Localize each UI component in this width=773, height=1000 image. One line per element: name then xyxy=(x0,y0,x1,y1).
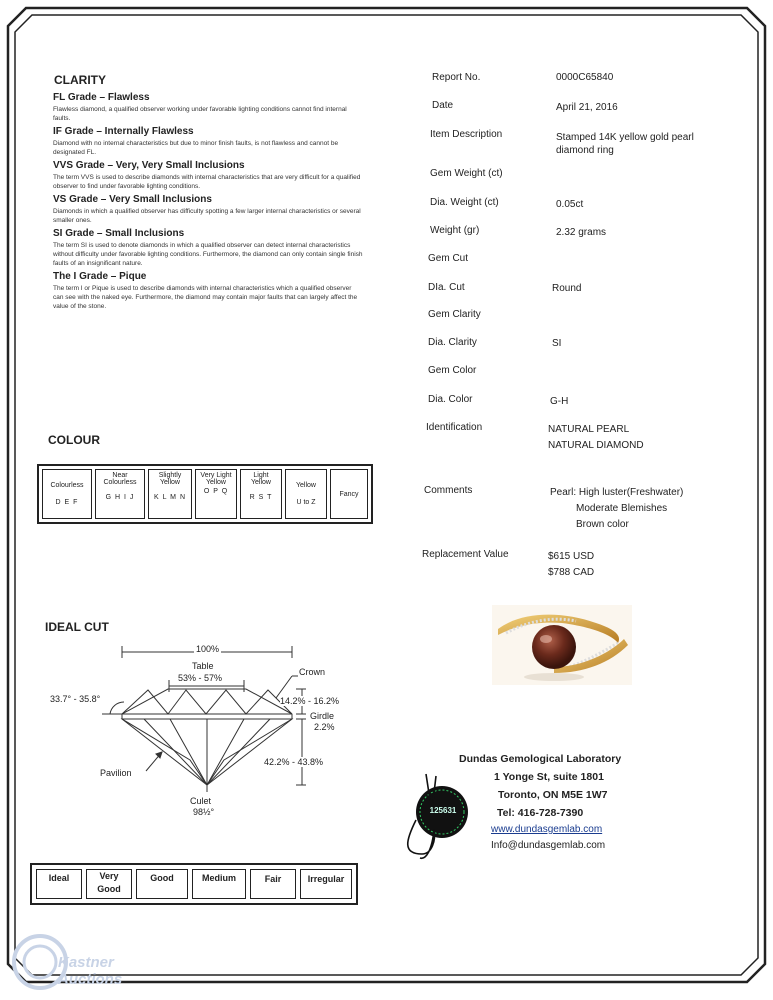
crown-height-label: 14.2% - 16.2% xyxy=(280,696,340,706)
lab-seal xyxy=(396,770,486,865)
clarity-grade-if xyxy=(53,126,363,157)
cut-grade-cell: Medium xyxy=(192,869,246,899)
grade-description: Diamond with no internal characteristics but due to minor finish faults, is not flawless and cannot be designated FL. xyxy=(53,140,339,156)
colour-cell xyxy=(95,469,145,519)
ideal-cut-heading: IDEAL CUT xyxy=(45,620,109,634)
lab-address-2: Toronto, ON M5E 1W7 xyxy=(498,789,608,801)
comments-line-1: Pearl: High luster(Freshwater) xyxy=(550,487,684,498)
item-description-value: Stamped 14K yellow gold pearl diamond ring xyxy=(556,132,694,156)
dia-color-label: Dia. Color xyxy=(428,394,473,405)
colour-cell-name: Fancy xyxy=(339,490,359,498)
dia-weight-value: 0.05ct xyxy=(556,199,584,210)
gem-color-label: Gem Color xyxy=(428,365,477,376)
clarity-grade-fl xyxy=(53,92,363,123)
colour-cell-letters: G H I J xyxy=(105,494,135,501)
girdle-label: Girdle xyxy=(310,711,335,721)
identification-value-2: NATURAL DIAMOND xyxy=(548,440,644,451)
lab-address-1: 1 Yonge St, suite 1801 xyxy=(494,771,604,783)
gem-cut-label: Gem Cut xyxy=(428,253,469,264)
grade-description: The term VVS is used to describe diamonds with internal characteristics that are very difficult for a qualified observer to find under favorable lighting conditions. xyxy=(53,174,361,190)
colour-cell xyxy=(285,469,327,519)
grade-title: VS Grade – Very Small Inclusions xyxy=(53,194,212,205)
grade-title: VVS Grade – Very, Very Small Inclusions xyxy=(53,160,245,171)
colour-cell-name: Slightly Yellow xyxy=(158,472,182,486)
report-no-label: Report No. xyxy=(432,72,481,83)
clarity-grade-i xyxy=(53,271,363,311)
colour-cell-name: Light Yellow xyxy=(251,472,271,486)
colour-cell-name: Near Colourless xyxy=(103,472,137,486)
dia-cut-value: Round xyxy=(552,283,582,294)
colour-cell-letters: U to Z xyxy=(296,499,316,506)
diamond-diagram xyxy=(40,640,370,830)
table-range-label: 53% - 57% xyxy=(178,673,223,683)
colour-cell xyxy=(240,469,282,519)
colour-cell-name: Yellow xyxy=(296,482,316,489)
clarity-grade-list xyxy=(53,92,363,314)
lab-email[interactable]: Info@dundasgemlab.com xyxy=(491,840,606,851)
auction-watermark xyxy=(8,932,128,992)
grade-description: Flawless diamond, a qualified observer working under favorable lighting conditions cannot find internal faults. xyxy=(53,106,347,122)
culet-value: 98½° xyxy=(193,807,215,817)
clarity-grade-vvs xyxy=(53,160,363,191)
grade-title: The I Grade – Pique xyxy=(53,271,147,282)
weight-gr-value: 2.32 grams xyxy=(556,227,607,238)
colour-cell xyxy=(330,469,368,519)
total-width-label: 100% xyxy=(196,644,220,654)
replacement-value-label: Replacement Value xyxy=(422,549,509,560)
dia-clarity-value: SI xyxy=(552,338,562,349)
crown-angle-label: 33.7° - 35.8° xyxy=(50,694,101,704)
seal-number: 125631 xyxy=(429,806,457,815)
watermark-brand: Kastner Auctions xyxy=(58,954,123,988)
gem-clarity-label: Gem Clarity xyxy=(428,309,481,320)
dia-cut-label: DIa. Cut xyxy=(428,282,465,293)
cut-grade-cell: Good xyxy=(136,869,188,899)
cut-grade-cell: Irregular xyxy=(300,869,352,899)
colour-cell-letters: O P Q xyxy=(203,488,229,495)
comments-line-2: Moderate Blemishes xyxy=(576,503,668,514)
pavilion-label: Pavilion xyxy=(100,768,132,778)
colour-cell-letters: R S T xyxy=(249,494,273,501)
grade-title: FL Grade – Flawless xyxy=(53,92,150,103)
clarity-grade-vs xyxy=(53,194,363,225)
date-value: April 21, 2016 xyxy=(556,102,618,113)
dia-color-value: G-H xyxy=(550,396,569,407)
colour-cell xyxy=(195,469,237,519)
dia-weight-label: Dia. Weight (ct) xyxy=(430,197,499,208)
comments-label: Comments xyxy=(424,485,473,496)
colour-cell xyxy=(42,469,92,519)
report-no-value: 0000C65840 xyxy=(556,72,614,83)
cut-grade-scale xyxy=(30,863,358,905)
lab-name: Dundas Gemological Laboratory xyxy=(459,753,622,765)
colour-cell-letters: K L M N xyxy=(153,494,187,501)
item-description-label: Item Description xyxy=(430,129,503,140)
cut-grade-cell: Very Good xyxy=(86,869,132,899)
comments-line-3: Brown color xyxy=(576,519,629,530)
cut-grade-cell: Ideal xyxy=(36,869,82,899)
crown-label: Crown xyxy=(299,667,326,677)
identification-value-1: NATURAL PEARL xyxy=(548,424,630,435)
colour-cell-name: Colourless xyxy=(50,482,84,489)
ring-photo xyxy=(492,605,632,685)
replacement-cad: $788 CAD xyxy=(548,567,595,578)
girdle-value: 2.2% xyxy=(314,722,335,732)
grade-title: IF Grade – Internally Flawless xyxy=(53,126,194,137)
date-label: Date xyxy=(432,100,454,111)
grade-description: Diamonds in which a qualified observer has difficulty spotting a few larger internal characteristics or several smaller ones. xyxy=(53,208,361,224)
replacement-usd: $615 USD xyxy=(548,551,595,562)
pavilion-depth-label: 42.2% - 43.8% xyxy=(264,757,324,767)
colour-heading: COLOUR xyxy=(48,433,100,447)
identification-label: Identification xyxy=(426,422,483,433)
grade-title: SI Grade – Small Inclusions xyxy=(53,228,185,239)
weight-gr-label: Weight (gr) xyxy=(430,225,480,236)
dia-clarity-label: Dia. Clarity xyxy=(428,337,477,348)
gem-weight-label: Gem Weight (ct) xyxy=(430,168,503,179)
grade-description: The term I or Pique is used to describe diamonds with internal characteristics which a qualified observer can see with the naked eye. Furthermore, the diamond may contain major faults that can largely affect the value of the stone. xyxy=(53,285,358,310)
colour-cell-name: Very Light Yellow xyxy=(200,472,232,486)
colour-cell xyxy=(148,469,192,519)
lab-phone: Tel: 416-728-7390 xyxy=(497,807,584,819)
colour-cell-letters: D E F xyxy=(55,499,79,506)
colour-scale xyxy=(37,464,373,524)
cut-grade-cell: Fair xyxy=(250,869,296,899)
culet-label: Culet xyxy=(190,796,212,806)
clarity-grade-si xyxy=(53,228,363,268)
clarity-heading: CLARITY xyxy=(54,73,106,87)
table-label: Table xyxy=(192,661,214,671)
lab-website-link[interactable]: www.dundasgemlab.com xyxy=(491,824,603,835)
grade-description: The term SI is used to denote diamonds in which a qualified observer can detect internal characteristics without difficulty under favorable lighting conditions. Furthermore, the diamond can only contain single finish faults of an insignificant nature. xyxy=(53,242,363,267)
